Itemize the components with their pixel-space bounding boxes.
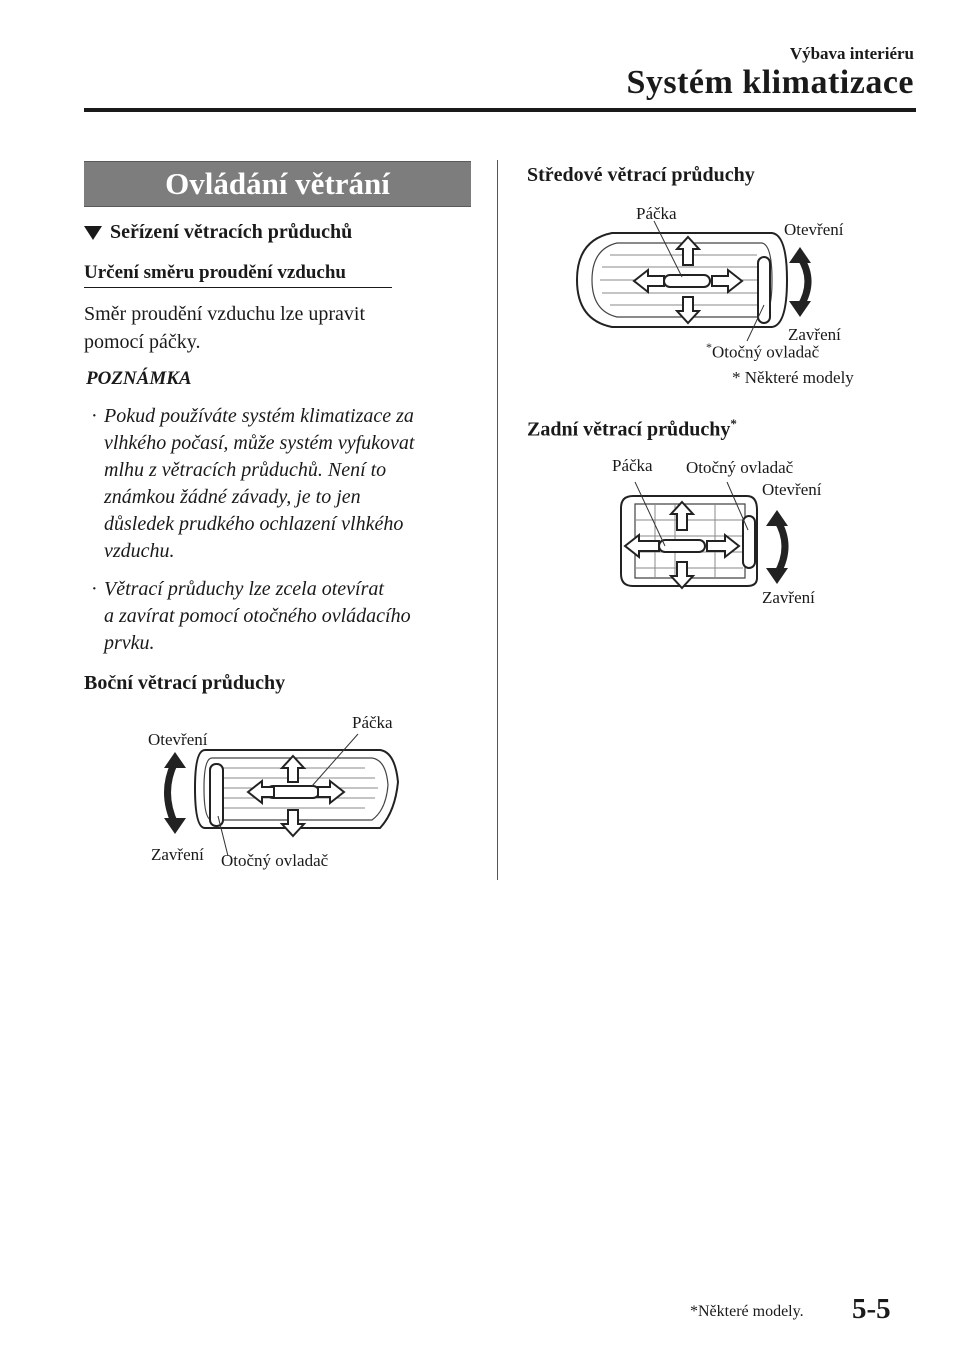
note-label: POZNÁMKA	[86, 368, 192, 389]
center-lever-label: Páčka	[636, 204, 677, 223]
side-lever-label: Páčka	[352, 713, 393, 732]
note-line: Pokud používáte systém klimatizace za	[104, 405, 414, 427]
note-line: a zavírat pomocí otočného ovládacího	[104, 605, 411, 627]
body-line: pomocí páčky.	[84, 331, 201, 353]
rear-close-label: Zavření	[762, 588, 815, 607]
column-divider	[497, 160, 498, 880]
subsection-heading-text: Seřízení větracích průduchů	[110, 221, 353, 243]
note-line: důsledek prudkého ochlazení vlhkého	[104, 513, 404, 535]
rear-vent-illustration	[615, 490, 825, 600]
bullet: ·	[91, 578, 98, 600]
note-item	[91, 403, 464, 565]
center-dial-label	[706, 340, 819, 363]
center-open-label: Otevření	[784, 220, 844, 239]
side-vent-illustration	[150, 740, 410, 850]
center-close-label: Zavření	[788, 325, 841, 344]
note-item	[91, 576, 464, 657]
airflow-direction-title: Určení směru proudění vzduchu	[84, 262, 392, 288]
center-dial-label-text: Otočný ovladač	[712, 342, 820, 362]
center-vents-heading: Středové větrací průduchy	[527, 164, 755, 186]
rear-vents-heading	[527, 416, 737, 442]
footer-note: *Některé modely.	[690, 1303, 804, 1320]
bullet: ·	[91, 405, 98, 427]
header-title: Systém klimatizace	[626, 64, 914, 101]
page-number: 5-5	[852, 1293, 891, 1325]
side-open-label: Otevření	[148, 730, 208, 749]
rear-open-label: Otevření	[762, 480, 822, 499]
note-line: mlhu z větracích průduchů. Není to	[104, 459, 387, 481]
side-close-label: Zavření	[151, 845, 204, 864]
footnote-asterisk: *	[730, 416, 737, 431]
note-line: známkou žádné závady, je to jen	[104, 486, 361, 508]
header-rule	[84, 108, 916, 112]
rear-vents-heading-text: Zadní větrací průduchy	[527, 418, 731, 441]
rear-dial-label: Otočný ovladač	[686, 458, 794, 477]
note-line: prvku.	[104, 632, 155, 654]
section-banner: Ovládání větrání	[84, 161, 471, 207]
body-text	[84, 300, 464, 356]
side-dial-label: Otočný ovladač	[221, 851, 329, 870]
subsection-heading	[84, 221, 352, 244]
body-line: Směr proudění vzduchu lze upravit	[84, 303, 366, 325]
center-vent-illustration	[572, 225, 832, 335]
side-vents-heading: Boční větrací průduchy	[84, 672, 286, 694]
note-line: vlhkého počasí, může systém vyfukovat	[104, 432, 415, 454]
footnote-asterisk: *	[706, 340, 712, 354]
note-line: vzduchu.	[104, 540, 175, 562]
note-line: Větrací průduchy lze zcela otevírat	[104, 578, 384, 600]
triangle-marker-icon	[84, 226, 102, 240]
rear-lever-label: Páčka	[612, 456, 653, 475]
center-models-note: * Některé modely	[732, 368, 854, 387]
header-subtitle: Výbava interiéru	[789, 44, 914, 63]
